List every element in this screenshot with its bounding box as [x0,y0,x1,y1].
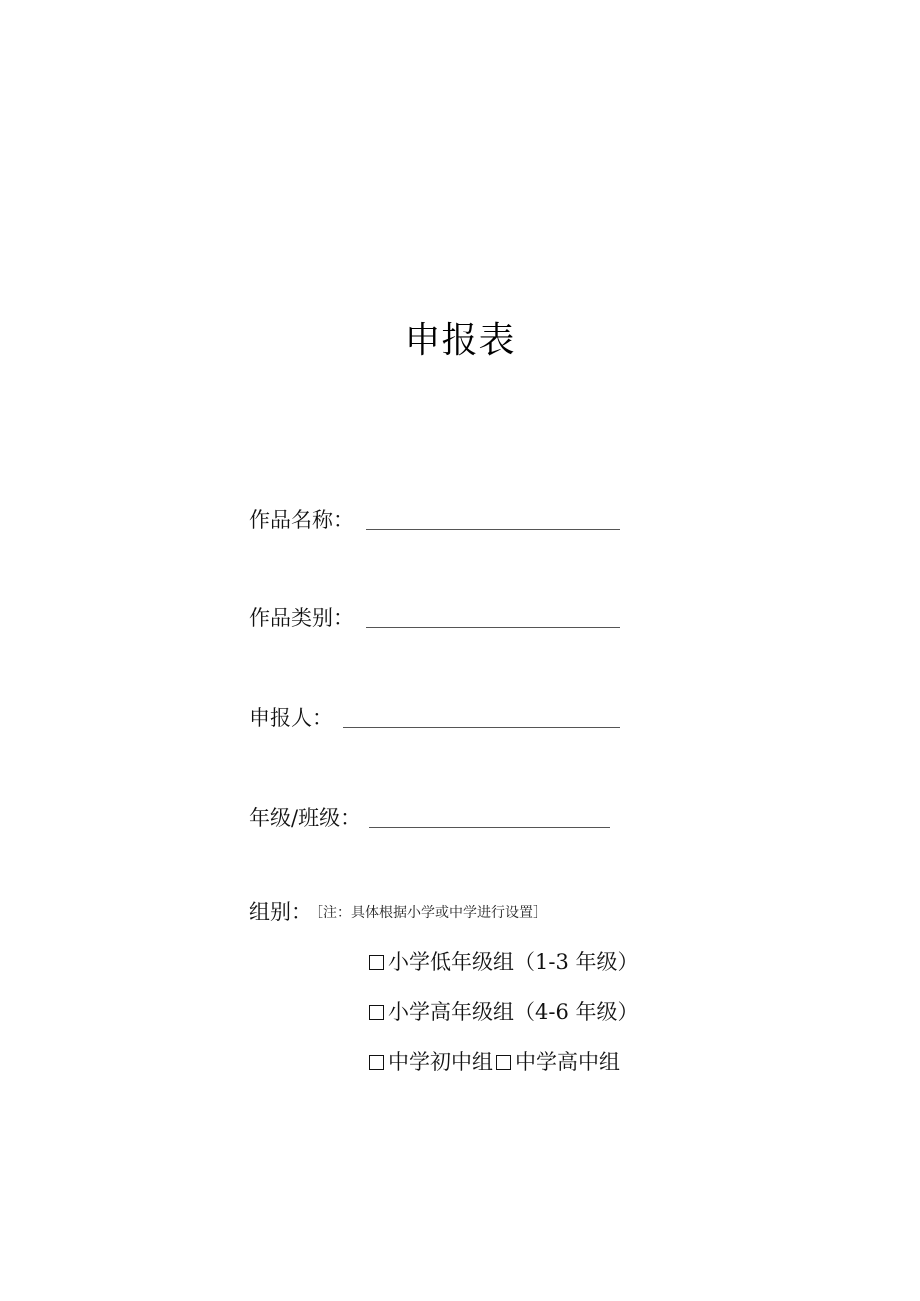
grade-class-label: 年级/班级： [249,806,362,830]
option-junior-high-label: 中学初中组 [388,1050,493,1074]
checkbox-icon[interactable] [496,1055,511,1070]
option-senior-high-label: 中学高中组 [515,1050,620,1074]
group-field [249,898,547,927]
checkbox-icon[interactable] [369,1005,384,1020]
option-row-primary-lower [369,948,639,976]
work-name-label: 作品名称： [249,508,354,532]
option-row-primary-upper [369,998,639,1026]
applicant-label: 申报人： [249,706,333,730]
work-category-label: 作品类别： [249,606,354,630]
group-note: ［注：具体根据小学或中学进行设置］ [316,905,547,921]
group-label: 组别： [249,900,312,924]
work-name-input-line[interactable] [366,507,620,530]
checkbox-icon[interactable] [369,1055,384,1070]
grade-class-input-line[interactable] [369,805,610,828]
work-category-input-line[interactable] [366,605,620,628]
work-category-field [249,598,620,632]
grade-class-field [249,798,610,832]
work-name-field [249,500,620,534]
option-primary-upper-label: 小学高年级组（4-6 年级） [388,1000,639,1024]
checkbox-icon[interactable] [369,955,384,970]
option-row-secondary [369,1048,620,1076]
option-primary-lower-label: 小学低年级组（1-3 年级） [388,950,639,974]
page-title: 申报表 [404,320,516,361]
applicant-input-line[interactable] [343,705,620,728]
applicant-field [249,698,620,732]
